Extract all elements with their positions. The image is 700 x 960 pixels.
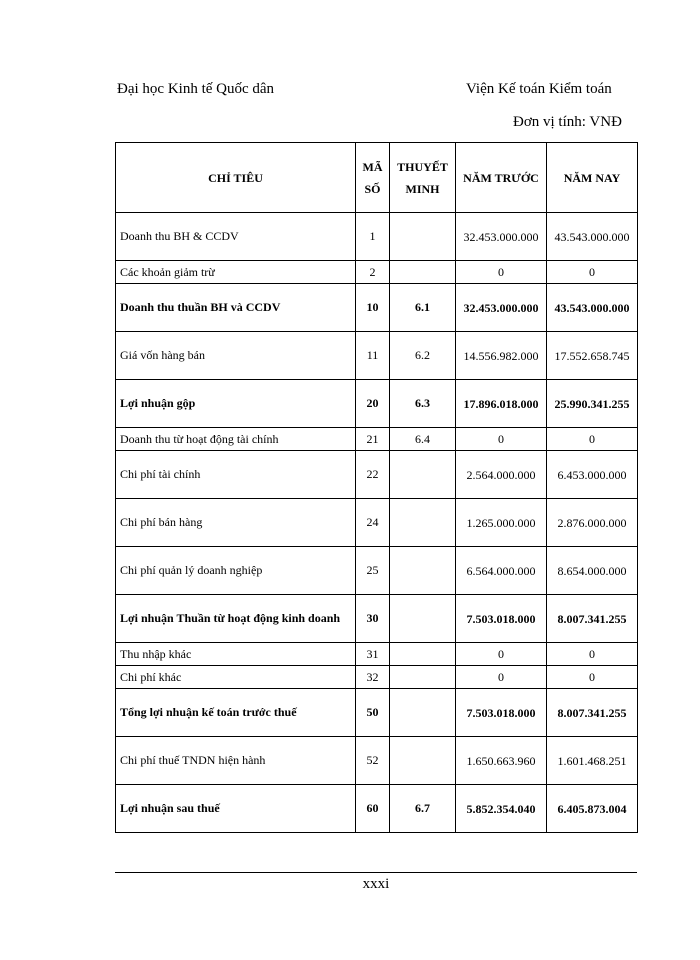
income-statement-table — [115, 142, 638, 833]
row-curr-year: 8.007.341.255 — [547, 595, 638, 643]
row-note: 6.3 — [390, 380, 456, 428]
row-code: 52 — [356, 737, 390, 785]
row-curr-year: 0 — [547, 643, 638, 666]
row-note — [390, 666, 456, 689]
row-name: Lợi nhuận gộp — [116, 380, 356, 428]
row-note: 6.2 — [390, 332, 456, 380]
row-prev-year: 0 — [456, 643, 547, 666]
row-name: Doanh thu thuần BH và CCDV — [116, 284, 356, 332]
table-header-row — [116, 143, 638, 213]
table-row — [116, 380, 638, 428]
row-note — [390, 213, 456, 261]
row-name: Chi phí bán hàng — [116, 499, 356, 547]
row-code: 24 — [356, 499, 390, 547]
row-code: 50 — [356, 689, 390, 737]
row-note — [390, 595, 456, 643]
row-code: 31 — [356, 643, 390, 666]
table-row — [116, 261, 638, 284]
row-curr-year: 43.543.000.000 — [547, 284, 638, 332]
row-curr-year: 0 — [547, 261, 638, 284]
row-code: 21 — [356, 428, 390, 451]
footer-divider — [115, 872, 637, 873]
row-curr-year: 1.601.468.251 — [547, 737, 638, 785]
row-curr-year: 25.990.341.255 — [547, 380, 638, 428]
row-note — [390, 689, 456, 737]
row-name: Chi phí thuế TNDN hiện hành — [116, 737, 356, 785]
row-curr-year: 8.007.341.255 — [547, 689, 638, 737]
table-row — [116, 737, 638, 785]
row-prev-year: 1.650.663.960 — [456, 737, 547, 785]
row-name: Thu nhập khác — [116, 643, 356, 666]
row-curr-year: 43.543.000.000 — [547, 213, 638, 261]
col-header-code: MÃ SỐ — [356, 143, 390, 213]
table-row — [116, 428, 638, 451]
table-row — [116, 643, 638, 666]
row-curr-year: 6.405.873.004 — [547, 785, 638, 833]
table-row — [116, 547, 638, 595]
row-code: 32 — [356, 666, 390, 689]
row-prev-year: 6.564.000.000 — [456, 547, 547, 595]
row-note: 6.7 — [390, 785, 456, 833]
row-code: 30 — [356, 595, 390, 643]
row-name: Giá vốn hàng bán — [116, 332, 356, 380]
row-note — [390, 451, 456, 499]
row-prev-year: 5.852.354.040 — [456, 785, 547, 833]
row-note — [390, 643, 456, 666]
col-header-name: CHỈ TIÊU — [116, 143, 356, 213]
row-curr-year: 0 — [547, 666, 638, 689]
row-code: 20 — [356, 380, 390, 428]
row-name: Doanh thu BH & CCDV — [116, 213, 356, 261]
row-code: 25 — [356, 547, 390, 595]
row-curr-year: 2.876.000.000 — [547, 499, 638, 547]
table-row — [116, 499, 638, 547]
row-curr-year: 17.552.658.745 — [547, 332, 638, 380]
row-note: 6.4 — [390, 428, 456, 451]
table-row — [116, 284, 638, 332]
row-name: Tổng lợi nhuận kế toán trước thuế — [116, 689, 356, 737]
row-code: 22 — [356, 451, 390, 499]
row-prev-year: 0 — [456, 261, 547, 284]
row-prev-year: 0 — [456, 666, 547, 689]
row-prev-year: 17.896.018.000 — [456, 380, 547, 428]
table-row — [116, 689, 638, 737]
page-number: xxxi — [362, 876, 390, 892]
row-name: Lợi nhuận Thuần từ hoạt động kinh doanh — [116, 595, 356, 643]
row-name: Chi phí quản lý doanh nghiệp — [116, 547, 356, 595]
table-row — [116, 666, 638, 689]
row-prev-year: 1.265.000.000 — [456, 499, 547, 547]
col-header-prev: NĂM TRƯỚC — [456, 143, 547, 213]
row-name: Chi phí khác — [116, 666, 356, 689]
row-note — [390, 499, 456, 547]
row-note — [390, 737, 456, 785]
row-code: 2 — [356, 261, 390, 284]
table-row — [116, 785, 638, 833]
row-prev-year: 32.453.000.000 — [456, 213, 547, 261]
table-row — [116, 332, 638, 380]
row-curr-year: 6.453.000.000 — [547, 451, 638, 499]
row-name: Các khoản giảm trừ — [116, 261, 356, 284]
row-name: Lợi nhuận sau thuế — [116, 785, 356, 833]
row-note: 6.1 — [390, 284, 456, 332]
row-curr-year: 8.654.000.000 — [547, 547, 638, 595]
row-prev-year: 2.564.000.000 — [456, 451, 547, 499]
table-row — [116, 451, 638, 499]
row-prev-year: 0 — [456, 428, 547, 451]
row-code: 1 — [356, 213, 390, 261]
row-prev-year: 7.503.018.000 — [456, 689, 547, 737]
row-note — [390, 547, 456, 595]
col-header-curr: NĂM NAY — [547, 143, 638, 213]
row-name: Chi phí tài chính — [116, 451, 356, 499]
row-code: 10 — [356, 284, 390, 332]
row-prev-year: 32.453.000.000 — [456, 284, 547, 332]
table-row — [116, 595, 638, 643]
table-row — [116, 213, 638, 261]
row-prev-year: 7.503.018.000 — [456, 595, 547, 643]
row-name: Doanh thu từ hoạt động tài chính — [116, 428, 356, 451]
row-code: 60 — [356, 785, 390, 833]
institution-name: Đại học Kinh tế Quốc dân — [117, 81, 275, 97]
row-note — [390, 261, 456, 284]
row-prev-year: 14.556.982.000 — [456, 332, 547, 380]
department-name: Viện Kế toán Kiểm toán — [466, 81, 612, 97]
currency-unit: Đơn vị tính: VNĐ — [513, 114, 622, 130]
row-curr-year: 0 — [547, 428, 638, 451]
col-header-note: THUYẾT MINH — [390, 143, 456, 213]
row-code: 11 — [356, 332, 390, 380]
